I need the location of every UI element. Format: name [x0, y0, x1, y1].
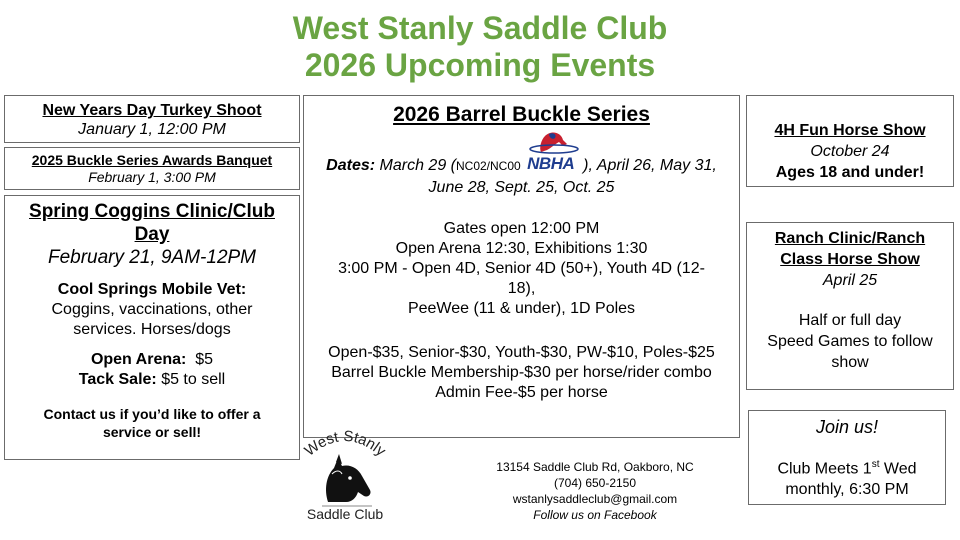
coggins-date: February 21, 9AM-12PM	[47, 247, 257, 268]
vet-label: Cool Springs Mobile Vet:	[57, 281, 247, 298]
ranch-duration: Half or full day	[798, 312, 902, 329]
facebook-link: Follow us on Facebook	[533, 508, 657, 522]
entry-fees: Open-$35, Senior-$30, Youth-$30, PW-$10, Poles-$25	[328, 344, 715, 361]
turkey-shoot-title: New Years Day Turkey Shoot	[42, 102, 262, 119]
svg-text:West Stanly: West Stanly	[301, 427, 389, 460]
nbha-text: NBHA	[527, 154, 575, 173]
turkey-shoot-box	[4, 95, 300, 143]
vet-text: Coggins, vaccinations, other services. Horses/dogs	[51, 301, 253, 338]
contact-offer: Contact us if you’d like to offer a service or sell!	[43, 406, 261, 440]
admin-fee: Admin Fee-$5 per horse	[435, 384, 608, 401]
vet-info	[19, 280, 285, 340]
dates-part2: ), April 26, May 31, June 28, Sept. 25, Oct. 25	[428, 157, 717, 196]
turkey-shoot-date: January 1, 12:00 PM	[78, 121, 226, 138]
logo-bottom-text: Saddle Club	[306, 506, 384, 522]
arena-price: $5	[195, 351, 214, 368]
fun-show-date: October 24	[810, 143, 890, 160]
coggins-box	[4, 195, 300, 460]
class-times: 3:00 PM - Open 4D, Senior 4D (50+), Youth 4D (12-18),	[338, 260, 705, 297]
ranch-box	[746, 222, 954, 390]
page-title-line1: West Stanly Saddle Club	[292, 10, 668, 46]
ranch-title: Ranch Clinic/Ranch Class Horse Show	[774, 230, 926, 268]
barrel-title: 2026 Barrel Buckle Series	[393, 103, 650, 126]
phone: (704) 650-2150	[553, 476, 637, 490]
banquet-date: February 1, 3:00 PM	[88, 169, 216, 185]
arena-label: Open Arena:	[90, 351, 187, 368]
address: 13154 Saddle Club Rd, Oakboro, NC	[496, 460, 694, 474]
barrel-dates	[310, 150, 733, 198]
fun-show-ages: Ages 18 and under!	[775, 164, 925, 181]
email: wstanlysaddleclub@gmail.com	[512, 492, 678, 506]
club-logo	[292, 424, 398, 524]
join-title: Join us!	[815, 417, 879, 437]
coggins-title: Spring Coggins Clinic/Club Day	[29, 201, 275, 245]
contact-block	[468, 459, 722, 523]
membership-fee: Barrel Buckle Membership-$30 per horse/rider combo	[331, 364, 712, 381]
banquet-title: 2025 Buckle Series Awards Banquet	[31, 152, 273, 168]
ranch-date: April 25	[822, 272, 878, 289]
barrel-buckle-box	[303, 95, 740, 438]
tack-sale	[19, 370, 285, 390]
dates-label: Dates:	[326, 157, 376, 174]
nbha-logo	[525, 150, 583, 174]
join-box	[748, 410, 946, 505]
page-title-line2: 2026 Upcoming Events	[304, 47, 656, 83]
dates-part1: March 29 (	[379, 157, 456, 174]
arena-fee	[19, 350, 285, 370]
club-meetings: Club Meets 1st Wed monthly, 6:30 PM	[777, 459, 917, 499]
ranch-speed-games: Speed Games to follow show	[767, 333, 933, 371]
tack-label: Tack Sale:	[78, 371, 157, 388]
fun-show-box	[746, 95, 954, 187]
tack-price: $5 to sell	[161, 371, 226, 388]
arena-exhibitions: Open Arena 12:30, Exhibitions 1:30	[395, 240, 648, 257]
nc-code: NC02/NC00	[455, 159, 521, 173]
banquet-box	[4, 147, 300, 190]
gates-open: Gates open 12:00 PM	[443, 220, 600, 237]
fun-show-title: 4H Fun Horse Show	[774, 122, 926, 139]
peewee-poles: PeeWee (11 & under), 1D Poles	[407, 300, 636, 317]
